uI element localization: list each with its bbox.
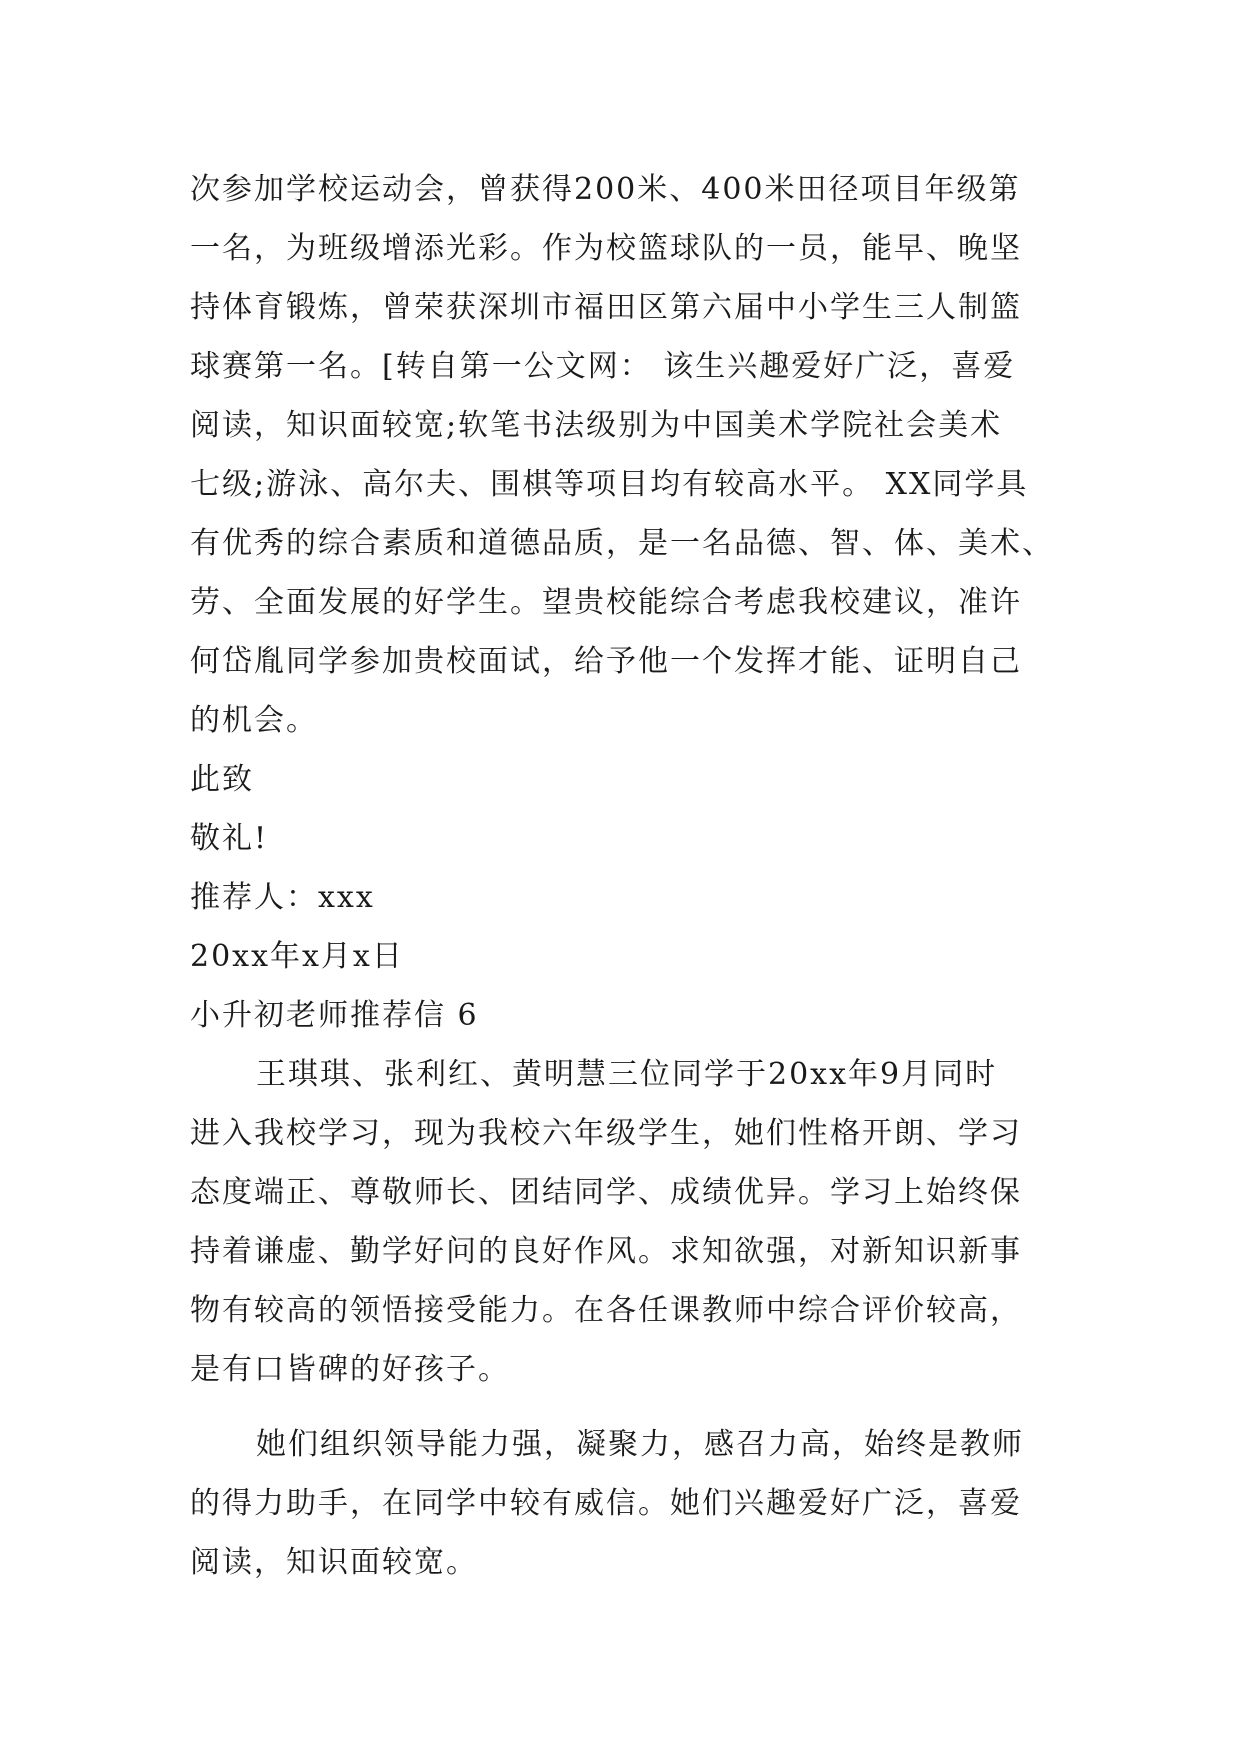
text-line: 次参加学校运动会，曾获得200米、400米田径项目年级第 — [190, 172, 1021, 207]
document-body — [190, 160, 1054, 1592]
text-line: 持着谦虚、勤学好问的良好作风。求知欲强，对新知识新事 — [190, 1234, 1022, 1269]
closing-phrase: 此致 — [190, 762, 254, 797]
text-line: 一名，为班级增添光彩。作为校篮球队的一员，能早、晚坚 — [190, 231, 1022, 266]
text-line: 的机会。 — [190, 703, 318, 738]
salutation: 敬礼! — [190, 821, 269, 856]
text-line: 有优秀的综合素质和道德品质，是一名品德、智、体、美术、 — [190, 526, 1054, 561]
text-line: 王琪琪、张利红、黄明慧三位同学于20xx年9月同时 — [256, 1057, 998, 1092]
letter-title: 小升初老师推荐信 6 — [190, 998, 479, 1033]
text-line: 她们组织领导能力强，凝聚力，感召力高，始终是教师 — [256, 1427, 1024, 1462]
paragraph-students-intro — [190, 1045, 1050, 1399]
text-line: 阅读，知识面较宽。 — [190, 1545, 478, 1580]
paragraph-leadership — [190, 1415, 1050, 1592]
paragraph-spacer — [190, 1399, 1050, 1415]
text-line: 态度端正、尊敬师长、团结同学、成绩优异。学习上始终保 — [190, 1175, 1022, 1210]
text-line: 是有口皆碑的好孩子。 — [190, 1352, 510, 1387]
text-line: 的得力助手，在同学中较有威信。她们兴趣爱好广泛，喜爱 — [190, 1486, 1022, 1521]
letter-date: 20xx年x月x日 — [190, 939, 404, 974]
paragraph-continued — [190, 160, 1054, 750]
text-line: 劳、全面发展的好学生。望贵校能综合考虑我校建议，准许 — [190, 585, 1022, 620]
text-line: 七级;游泳、高尔夫、围棋等项目均有较高水平。 XX同学具 — [190, 467, 1029, 502]
text-line: 球赛第一名。[转自第一公文网： 该生兴趣爱好广泛，喜爱 — [190, 349, 1016, 384]
text-line: 进入我校学习，现为我校六年级学生，她们性格开朗、学习 — [190, 1116, 1022, 1151]
text-line: 何岱胤同学参加贵校面试，给予他一个发挥才能、证明自己 — [190, 644, 1022, 679]
recommender-signature: 推荐人：xxx — [190, 880, 375, 915]
text-line: 持体育锻炼，曾荣获深圳市福田区第六届中小学生三人制篮 — [190, 290, 1022, 325]
text-line: 物有较高的领悟接受能力。在各任课教师中综合评价较高， — [190, 1293, 1022, 1328]
text-line: 阅读，知识面较宽;软笔书法级别为中国美术学院社会美术 — [190, 408, 1003, 443]
